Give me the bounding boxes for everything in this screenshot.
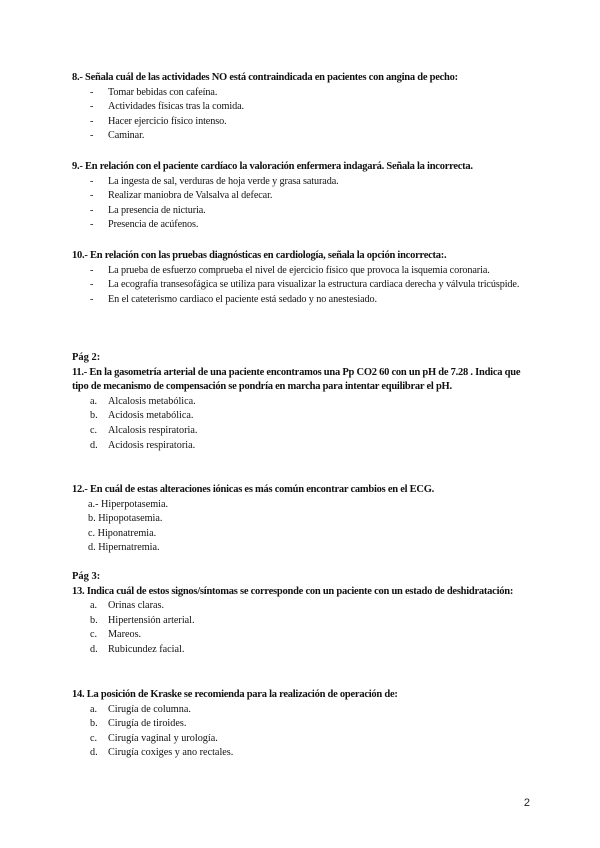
question-13-options xyxy=(72,599,532,657)
option-text: Cirugía coxiges y ano rectales. xyxy=(108,747,234,759)
question-13-title: 13. Indica cuál de estos signos/síntomas se corresponde con un paciente con un estado de deshidratación: xyxy=(72,585,514,597)
option-text: La presencia de nicturia. xyxy=(108,204,206,216)
option-letter: a. xyxy=(90,703,98,715)
question-14-title: 14. La posición de Kraske se recomienda para la realización de operación de: xyxy=(72,689,398,700)
list-item xyxy=(72,409,532,424)
question-10 xyxy=(72,249,532,307)
option-text: La ingesta de sal, verduras de hoja verde y grasa saturada. xyxy=(108,175,339,187)
dash-bullet: - xyxy=(90,115,94,127)
option-text: Tomar bebidas con cafeína. xyxy=(108,86,218,98)
list-item: b. Hipopotasemia. xyxy=(88,513,163,525)
list-item xyxy=(72,218,532,233)
question-12 xyxy=(72,483,532,556)
option-text: Alcalosis respiratoria. xyxy=(108,424,198,436)
list-item xyxy=(72,703,532,718)
question-8 xyxy=(72,71,532,144)
option-text: Presencia de acúfenos. xyxy=(108,219,199,231)
list-item xyxy=(72,628,532,643)
option-text: Alcalosis metabólica. xyxy=(108,395,196,407)
list-item: c. Hiponatremia. xyxy=(88,527,157,539)
question-8-title: 8.- Señala cuál de las actividades NO está contraindicada en pacientes con angina de pecho: xyxy=(72,72,458,83)
question-9 xyxy=(72,160,532,233)
page-marker: Pág 3: xyxy=(72,571,101,582)
question-10-title: 10.- En relación con las pruebas diagnósticas en cardiología, señala la opción incorrecta:. xyxy=(72,250,447,261)
dash-bullet: - xyxy=(90,101,94,113)
question-12-options xyxy=(72,498,532,556)
option-text: Actividades físicas tras la comida. xyxy=(108,101,244,113)
option-text: Cirugía vaginal y urología. xyxy=(108,732,218,744)
question-10-options xyxy=(72,264,532,308)
option-letter: b. xyxy=(90,614,98,626)
option-text: La ecografía transesofágica se utiliza para visualizar la estructura cardiaca derecha y válvula tricúspide. xyxy=(108,279,520,291)
list-item xyxy=(72,732,532,747)
option-text: Hacer ejercicio físico intenso. xyxy=(108,115,227,127)
option-letter: c. xyxy=(90,629,98,641)
list-item xyxy=(72,643,532,658)
list-item xyxy=(72,717,532,732)
option-letter: d. xyxy=(90,747,98,759)
option-text: Acidosis respiratoria. xyxy=(108,439,196,451)
list-item xyxy=(72,264,532,279)
option-text: Acidosis metabólica. xyxy=(108,410,194,422)
question-9-title: 9.- En relación con el paciente cardíaco la valoración enfermera indagará. Señala la incorrecta. xyxy=(72,161,473,172)
question-14-options xyxy=(72,703,532,761)
dash-bullet: - xyxy=(90,204,94,216)
option-text: En el cateterismo cardiaco el paciente está sedado y no anestesiado. xyxy=(108,293,377,305)
list-item xyxy=(72,746,532,761)
list-item: d. Hipernatremia. xyxy=(88,542,160,554)
option-text: Cirugía de columna. xyxy=(108,703,191,715)
option-text: Realizar maniobra de Valsalva al defecar. xyxy=(108,190,273,202)
option-text: Mareos. xyxy=(108,629,142,641)
list-item xyxy=(72,100,532,115)
list-item xyxy=(72,86,532,101)
list-item xyxy=(72,278,532,293)
dash-bullet: - xyxy=(90,279,94,291)
list-item xyxy=(72,204,532,219)
list-item xyxy=(72,293,532,308)
option-letter: b. xyxy=(90,410,98,422)
list-item xyxy=(72,115,532,130)
list-item xyxy=(72,175,532,190)
dash-bullet: - xyxy=(90,293,94,305)
page-marker: Pág 2: xyxy=(72,352,101,363)
section-page-2 xyxy=(72,351,532,453)
question-8-options xyxy=(72,86,532,144)
option-text: Cirugía de tiroides. xyxy=(108,718,187,730)
list-item xyxy=(72,424,532,439)
list-item xyxy=(72,599,532,614)
dash-bullet: - xyxy=(90,86,94,98)
question-11-options xyxy=(72,395,532,453)
page-number: 2 xyxy=(523,797,530,809)
list-item: a.- Hiperpotasemia. xyxy=(88,498,169,510)
list-item xyxy=(72,614,532,629)
list-item xyxy=(72,129,532,144)
section-page-3 xyxy=(72,570,532,658)
dash-bullet: - xyxy=(90,219,94,231)
list-item xyxy=(72,439,532,454)
dash-bullet: - xyxy=(90,264,94,276)
option-text: Caminar. xyxy=(108,130,145,142)
option-text: Rubicundez facial. xyxy=(108,643,185,655)
question-9-options xyxy=(72,175,532,233)
option-text: La prueba de esfuerzo comprueba el nivel de ejercicio físico que provoca la isquemia coronaria. xyxy=(108,264,490,276)
option-letter: a. xyxy=(90,600,98,612)
option-letter: c. xyxy=(90,732,98,744)
option-text: Orinas claras. xyxy=(108,600,165,612)
option-letter: b. xyxy=(90,718,98,730)
dash-bullet: - xyxy=(90,175,94,187)
dash-bullet: - xyxy=(90,130,94,142)
option-letter: c. xyxy=(90,424,98,436)
option-letter: d. xyxy=(90,643,98,655)
option-letter: a. xyxy=(90,395,98,407)
list-item xyxy=(72,395,532,410)
list-item xyxy=(72,189,532,204)
question-11-title: 11.- En la gasometría arterial de una paciente encontramos una Pp CO2 60 con un pH de 7.28 . Indica que tipo de mecanismo de compensación se pondría en marcha para intentar equilibrar el pH. xyxy=(72,366,521,393)
dash-bullet: - xyxy=(90,190,94,202)
option-text: Hipertensión arterial. xyxy=(108,614,195,626)
option-letter: d. xyxy=(90,439,98,451)
question-12-title: 12.- En cuál de estas alteraciones iónicas es más común encontrar cambios en el ECG. xyxy=(72,484,435,495)
question-14 xyxy=(72,688,532,761)
